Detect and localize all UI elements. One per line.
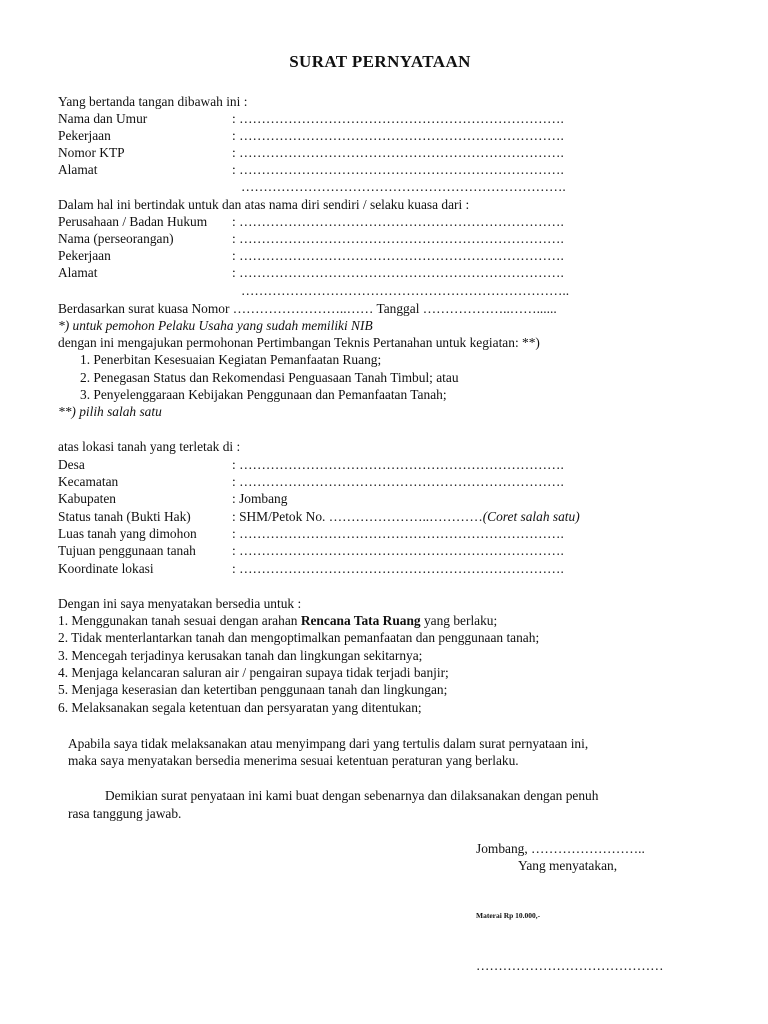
stamp-duty-note: Materai Rp 10.000,- — [476, 911, 541, 920]
kecamatan-field: : ………………………………………………………………. — [232, 474, 564, 489]
sanction-text: Apabila saya tidak melaksanakan atau menyimpang dari yang tertulis dalam surat pernyataan ini, — [68, 736, 589, 751]
name-label: Nama dan Umur — [58, 111, 148, 126]
kabupaten-field: : Jombang — [232, 491, 288, 506]
signature-line: …………………………………… — [476, 958, 664, 973]
activity-item: 2. Penegasan Status dan Rekomendasi Penguasaan Tanah Timbul; atau — [80, 370, 459, 385]
name-field: : ………………………………………………………………. — [232, 111, 564, 126]
commitment-intro: Dengan ini saya menyatakan bersedia untuk : — [58, 596, 302, 611]
commitment-item: 4. Menjaga kelancaran saluran air / pengairan supaya tidak terjadi banjir; — [58, 665, 449, 680]
activity-item: 1. Penerbitan Kesesuaian Kegiatan Pemanfaatan Ruang; — [80, 352, 382, 367]
desa-label: Desa — [58, 457, 85, 472]
person-label: Nama (perseorangan) — [58, 231, 174, 246]
rep-address-field: : ………………………………………………………………. — [232, 265, 564, 280]
coordinates-label: Koordinate lokasi — [58, 561, 154, 576]
letter-title: SURAT PERNYATAAN — [289, 52, 471, 71]
sanction-text: maka saya menyatakan bersedia menerima sesuai ketentuan peraturan yang berlaku. — [68, 753, 519, 768]
commitment-item: 2. Tidak menterlantarkan tanah dan mengoptimalkan pemanfaatan dan penggunaan tanah; — [58, 630, 540, 645]
land-purpose-field: : ………………………………………………………………. — [232, 543, 564, 558]
job-label: Pekerjaan — [58, 128, 111, 143]
intro-text: Yang bertanda tangan dibawah ini : — [58, 94, 248, 109]
rep-job-field: : ………………………………………………………………. — [232, 248, 564, 263]
closing-text: rasa tanggung jawab. — [68, 806, 182, 821]
commitment-text: 1. Menggunakan tanah sesuai dengan arahan — [58, 613, 301, 628]
address-field-continued: ………………………………………………………………. — [241, 179, 566, 194]
address-label: Alamat — [58, 162, 98, 177]
address-field: : ………………………………………………………………. — [232, 162, 564, 177]
land-status-note: (Coret salah satu) — [482, 509, 580, 524]
company-field: : ………………………………………………………………. — [232, 214, 564, 229]
location-intro: atas lokasi tanah yang terletak di : — [58, 439, 241, 454]
representation-intro: Dalam hal ini bertindak untuk dan atas nama diri sendiri / selaku kuasa dari : — [58, 197, 470, 212]
application-intro: dengan ini mengajukan permohonan Pertimbangan Teknis Pertanahan untuk kegiatan: **) — [58, 335, 540, 350]
land-status-label: Status tanah (Bukti Hak) — [58, 509, 191, 524]
land-area-label: Luas tanah yang dimohon — [58, 526, 197, 541]
rep-job-label: Pekerjaan — [58, 248, 111, 263]
commitment-item: 6. Melaksanakan segala ketentuan dan persyaratan yang ditentukan; — [58, 700, 422, 715]
land-area-field: : ………………………………………………………………. — [232, 526, 564, 541]
commitment-item — [58, 612, 497, 629]
person-field: : ………………………………………………………………. — [232, 231, 564, 246]
signer-title: Yang menyatakan, — [518, 858, 618, 873]
activity-item: 3. Penyelenggaraan Kebijakan Penggunaan dan Pemanfaatan Tanah; — [80, 387, 447, 402]
desa-field: : ………………………………………………………………. — [232, 457, 564, 472]
kabupaten-label: Kabupaten — [58, 491, 117, 506]
commitment-item: 3. Mencegah terjadinya kerusakan tanah dan lingkungan sekitarnya; — [58, 648, 423, 663]
kecamatan-label: Kecamatan — [58, 474, 119, 489]
nib-note: *) untuk pemohon Pelaku Usaha yang sudah memiliki NIB — [58, 318, 373, 333]
commitment-item: 5. Menjaga keserasian dan ketertiban penggunaan tanah dan lingkungan; — [58, 682, 448, 697]
rep-address-label: Alamat — [58, 265, 98, 280]
land-status-field — [232, 508, 580, 525]
power-of-attorney-line: Berdasarkan surat kuasa Nomor ……………………..…… Tanggal ………………..……...... — [58, 301, 557, 316]
ktp-label: Nomor KTP — [58, 145, 125, 160]
company-label: Perusahaan / Badan Hukum — [58, 214, 208, 229]
commitment-text: yang berlaku; — [420, 613, 498, 628]
choose-note: **) pilih salah satu — [58, 404, 162, 419]
rep-address-field-continued: ……………………………………………………………….. — [241, 283, 570, 298]
closing-text: Demikian surat penyataan ini kami buat dengan sebenarnya dan dilaksanakan dengan penuh — [105, 788, 599, 803]
commitment-emphasis: Rencana Tata Ruang — [300, 613, 421, 628]
job-field: : ………………………………………………………………. — [232, 128, 564, 143]
land-purpose-label: Tujuan penggunaan tanah — [58, 543, 196, 558]
land-status-value: : SHM/Petok No. …………………..………… — [232, 509, 483, 524]
ktp-field: : ………………………………………………………………. — [232, 145, 564, 160]
place-date: Jombang, …………………….. — [476, 841, 645, 856]
coordinates-field: : ………………………………………………………………. — [232, 561, 564, 576]
